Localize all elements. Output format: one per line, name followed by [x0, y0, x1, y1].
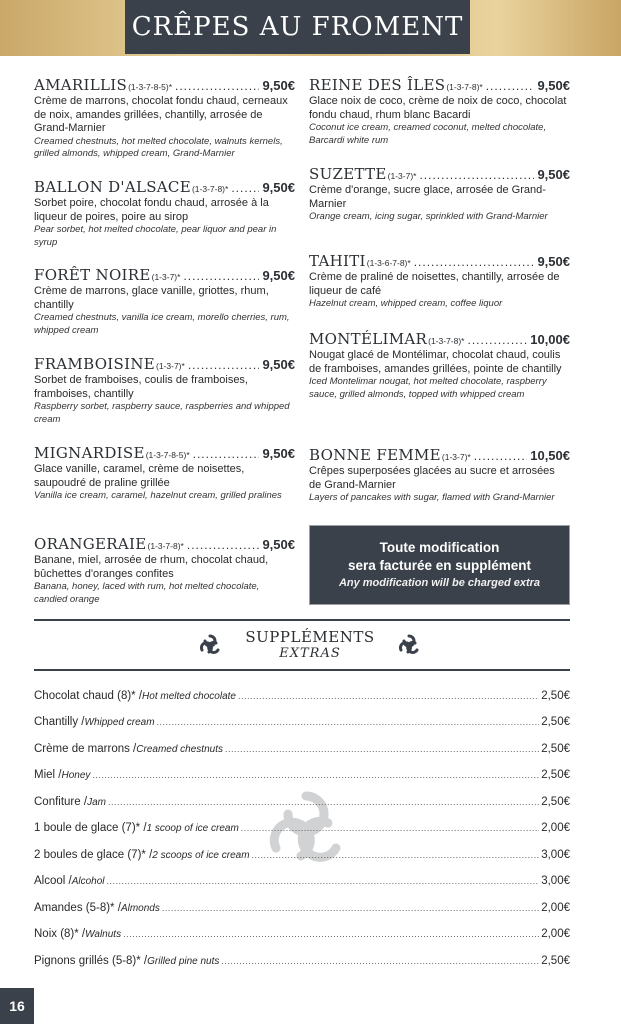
supplement-row [34, 690, 570, 702]
supplement-name-en: Jam [87, 797, 106, 808]
supplement-name-en: Walnuts [85, 929, 122, 940]
crepe-tahiti [309, 252, 570, 311]
supplement-name: Amandes (5-8)* / [34, 902, 121, 914]
supplement-price: 2,50€ [541, 955, 570, 967]
supplement-name-en: Whipped cream [84, 717, 155, 728]
crepe-name: FORÊT NOIRE [34, 266, 151, 284]
supplement-price: 2,50€ [541, 743, 570, 755]
description-en: Raspberry sorbet, raspberry sauce, raspberries and whipped cream [34, 401, 290, 425]
description-en: Vanilla ice cream, caramel, hazelnut cream, grilled pralines [34, 490, 282, 501]
leader-dots [183, 269, 259, 283]
description-fr: Crème de marrons, chocolat fondu chaud, cerneaux de noix, amandes grillées, chantilly, arrosée de Grand-Marnier [34, 95, 288, 134]
description-fr: Sorbet poire, chocolat fondu chaud, arrosée à la liqueur de poires, poire au sirop [34, 197, 269, 223]
supplement-name: Chantilly / [34, 716, 85, 728]
crepe-name: ORANGERAIE [34, 535, 147, 553]
crepe-price: 9,50€ [262, 537, 295, 552]
allergen-codes: (1-3-7-8)* [191, 184, 229, 194]
leader-dots [162, 903, 539, 913]
supplement-name-en: Hot melted chocolate [142, 691, 236, 702]
supplement-name: Crème de marrons / [34, 743, 137, 755]
description-fr: Sorbet de framboises, coulis de framboises, framboises, chantilly [34, 374, 248, 400]
leader-dots [241, 823, 539, 833]
crepe-name: MONTÉLIMAR [309, 330, 428, 348]
description-en: Creamed chestnuts, vanilla ice cream, morello cherries, rum, whipped cream [34, 312, 290, 336]
leader-dots [238, 691, 539, 701]
allergen-codes: (1-3-6-7-8)* [366, 258, 411, 268]
crepe-name: BALLON D'ALSACE [34, 178, 191, 196]
leader-dots [193, 447, 260, 461]
supplement-row [34, 849, 570, 861]
leader-dots [157, 717, 540, 727]
divider-bottom [34, 669, 570, 671]
leader-dots [225, 744, 539, 754]
supplements-heading [230, 628, 390, 661]
supplement-row [34, 796, 570, 808]
description-en: Banana, honey, laced with rum, hot melted chocolate, candied orange [34, 581, 260, 605]
notice-line-1: Toute modification [379, 540, 500, 555]
description-en: Layers of pancakes with sugar, flamed with Grand-Marnier [309, 492, 555, 503]
crepe-price: 9,50€ [537, 167, 570, 182]
supplement-row [34, 955, 570, 967]
description-en: Orange cream, icing sugar, sprinkled with Grand-Marnier [309, 211, 548, 222]
supplement-price: 3,00€ [541, 849, 570, 861]
crepe-name: REINE DES ÎLES [309, 76, 446, 94]
supplement-name: Pignons grillés (5-8)* / [34, 955, 148, 967]
leader-dots [107, 876, 540, 886]
supplement-price: 2,50€ [541, 796, 570, 808]
crepe-amarillis [34, 76, 295, 161]
allergen-codes: (1-3-7)* [387, 171, 417, 181]
notice-line-3: Any modification will be charged extra [338, 577, 541, 589]
description-fr: Crème de praliné de noisettes, chantilly, arrosée de liqueur de café [309, 271, 560, 297]
supplement-name: 2 boules de glace (7)* / [34, 849, 153, 861]
supplement-name: Noix (8)* / [34, 928, 86, 940]
supplements-subtitle: EXTRAS [279, 646, 341, 661]
crepe-mignardise [34, 444, 295, 503]
leader-dots [474, 449, 528, 463]
supplement-price: 2,50€ [541, 716, 570, 728]
crepe-foret-noire [34, 266, 295, 337]
supplement-price: 2,00€ [541, 928, 570, 940]
crepe-price: 9,50€ [262, 268, 295, 283]
leader-dots [467, 333, 527, 347]
supplement-price: 2,00€ [541, 902, 570, 914]
supplement-price: 3,00€ [541, 875, 570, 887]
leader-dots [414, 255, 535, 269]
leader-dots [231, 181, 259, 195]
supplement-name: Chocolat chaud (8)* / [34, 690, 143, 702]
crepe-name: TAHITI [309, 252, 366, 270]
description-fr: Crêpes superposées glacées au sucre et arrosées de Grand-Marnier [309, 465, 555, 491]
description-fr: Crème de marrons, glace vanille, griottes, rhum, chantilly [34, 285, 269, 311]
description-en: Creamed chestnuts, hot melted chocolate, walnuts kernels, grilled almonds, whipped cream, Grand-Marnier [34, 135, 283, 159]
supplement-name: Miel / [34, 769, 62, 781]
crepe-price: 9,50€ [262, 446, 295, 461]
crepe-price: 9,50€ [262, 78, 295, 93]
triskel-left-icon [193, 628, 227, 662]
description-fr: Glace vanille, caramel, crème de noisettes, saupoudré de praline grillée [34, 463, 245, 489]
supplement-name-en: Almonds [120, 903, 160, 914]
supplement-name-en: Alcohol [71, 876, 105, 887]
crepe-name: MIGNARDISE [34, 444, 145, 462]
modification-notice [309, 525, 570, 605]
allergen-codes: (1-3-7)* [151, 272, 181, 282]
allergen-codes: (1-3-7-8)* [147, 541, 184, 551]
leader-dots [486, 79, 535, 93]
crepe-name: SUZETTE [309, 165, 387, 183]
page-number: 16 [0, 988, 34, 1024]
leader-dots [419, 168, 534, 182]
description-fr: Nougat glacé de Montélimar, chocolat chaud, coulis de framboises, amandes grillées, pointe de chantilly [309, 349, 562, 375]
leader-dots [175, 79, 259, 93]
crepe-framboisine [34, 355, 295, 426]
page-title: CRÊPES AU FROMENT [125, 0, 470, 54]
crepe-name: BONNE FEMME [309, 446, 441, 464]
crepe-price: 10,50€ [530, 448, 570, 463]
crepe-price: 10,00€ [530, 332, 570, 347]
crepe-suzette [309, 165, 570, 224]
crepe-price: 9,50€ [262, 180, 295, 195]
supplement-row [34, 716, 570, 728]
supplement-name-en: Grilled pine nuts [147, 956, 220, 967]
allergen-codes: (1-3-7-8)* [428, 336, 465, 346]
crepe-reine-des-iles [309, 76, 570, 147]
supplement-name-en: 1 scoop of ice cream [146, 823, 239, 834]
supplement-name-en: Creamed chestnuts [136, 744, 223, 755]
supplement-price: 2,50€ [541, 690, 570, 702]
crepe-name: AMARILLIS [34, 76, 128, 94]
description-fr: Banane, miel, arrosée de rhum, chocolat chaud, bûchettes d'oranges confites [34, 554, 269, 580]
description-en: Coconut ice cream, creamed coconut, melted chocolate, Barcardi white rum [309, 122, 547, 146]
notice-line-2: sera facturée en supplément [347, 558, 532, 573]
supplement-name: 1 boule de glace (7)* / [34, 822, 147, 834]
crepe-orangeraie [34, 535, 295, 606]
supplement-name-en: Honey [61, 770, 91, 781]
supplement-price: 2,50€ [541, 769, 570, 781]
allergen-codes: (1-3-7)* [156, 361, 185, 371]
supplement-row [34, 743, 570, 755]
description-en: Hazelnut cream, whipped cream, coffee liquor [309, 298, 503, 309]
crepe-name: FRAMBOISINE [34, 355, 155, 373]
supplement-price: 2,00€ [541, 822, 570, 834]
leader-dots [187, 538, 260, 552]
leader-dots [188, 358, 260, 372]
crepe-price: 9,50€ [262, 357, 295, 372]
supplement-row [34, 822, 570, 834]
crepe-ballon-d-alsace [34, 178, 295, 249]
description-fr: Glace noix de coco, crème de noix de coco, chocolat fondu chaud, rhum blanc Bacardi [309, 95, 567, 121]
crepe-price: 9,50€ [537, 78, 570, 93]
supplement-row [34, 875, 570, 887]
supplements-title: SUPPLÉMENTS [245, 628, 375, 646]
leader-dots [221, 956, 539, 966]
description-en: Iced Montelimar nougat, hot melted chocolate, raspberry sauce, grilled almonds, topped with whipped cream [309, 376, 547, 400]
leader-dots [92, 770, 539, 780]
supplement-name-en: 2 scoops of ice cream [152, 850, 250, 861]
supplement-row [34, 928, 570, 940]
description-fr: Crème d'orange, sucre glace, arrosée de Grand-Marnier [309, 184, 546, 210]
allergen-codes: (1-3-7-8)* [446, 82, 483, 92]
triskel-right-icon [392, 628, 426, 662]
supplement-name: Confiture / [34, 796, 88, 808]
supplement-name: Alcool / [34, 875, 72, 887]
crepe-price: 9,50€ [537, 254, 570, 269]
supplement-row [34, 902, 570, 914]
crepe-montelimar [309, 330, 570, 401]
leader-dots [252, 850, 540, 860]
allergen-codes: (1-3-7)* [441, 452, 471, 462]
supplement-row [34, 769, 570, 781]
description-en: Pear sorbet, hot melted chocolate, pear liquor and pear in syrup [34, 224, 277, 248]
leader-dots [123, 929, 539, 939]
leader-dots [108, 797, 539, 807]
divider-top [34, 619, 570, 621]
crepe-bonne-femme [309, 446, 570, 505]
allergen-codes: (1-3-7-8-5)* [145, 450, 190, 460]
allergen-codes: (1-3-7-8-5)* [128, 82, 173, 92]
